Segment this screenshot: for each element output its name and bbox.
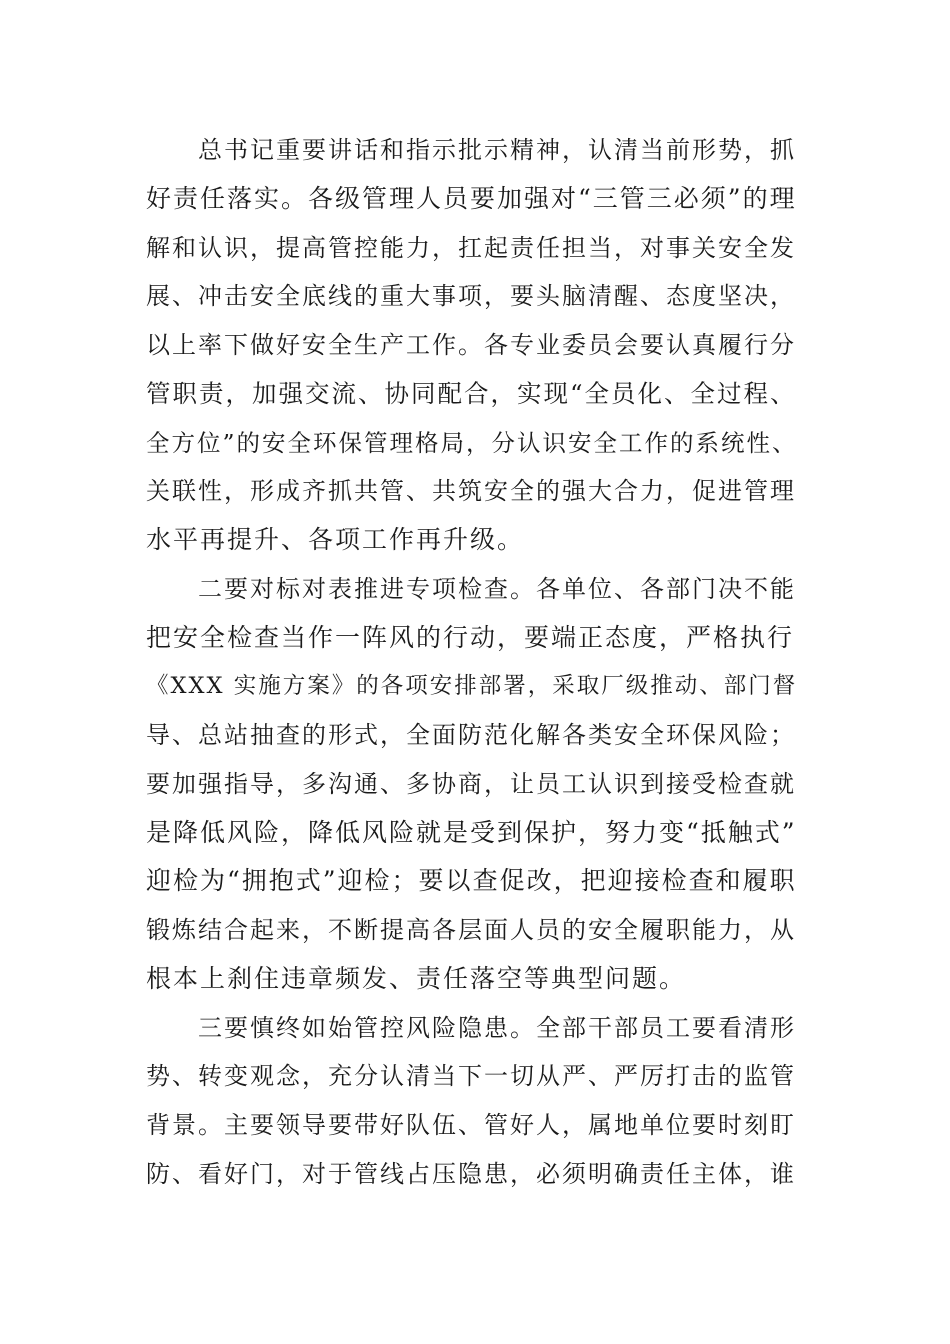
text-line: 根本上刹住违章频发、责任落空等典型问题。 [146,963,687,993]
text-line: 锻炼结合起来，不断提高各层面人员的安全履职能力，从 [146,916,796,944]
text-line: 导、总站抽查的形式，全面防范化解各类安全环保风险； [146,721,796,749]
text-line: 迎检为“拥抱式”迎检；要以查促改，把迎接检查和履职 [146,866,797,896]
text-line: 关联性，形成齐抓共管、共筑安全的强大合力，促进管理 [146,477,796,506]
text-line: 总书记重要讲话和指示批示精神，认清当前形势，抓 [198,136,796,164]
text-line: 《XXX 实施方案》的各项安排部署，采取厂级推动、部门督 [146,673,798,700]
text-line: 背景。主要领导要带好队伍、管好人，属地单位要时刻盯 [146,1111,796,1139]
document-body [146,126,806,1199]
text-line: 势、转变观念，充分认清当下一切从严、严厉打击的监管 [146,1062,796,1091]
text-line: 二要对标对表推进专项检查。各单位、各部门决不能 [198,574,796,603]
text-line: 防、看好门，对于管线占压隐患，必须明确责任主体，谁 [146,1159,796,1188]
text-line: 要加强指导，多沟通、多协商，让员工认识到接受检查就 [146,769,796,798]
text-line: 管职责，加强交流、协同配合，实现“全员化、全过程、 [146,378,797,408]
text-line: 水平再提升、各项工作再升级。 [146,525,525,554]
text-line: 好责任落实。各级管理人员要加强对“三管三必须”的理 [146,183,797,213]
text-line: 展、冲击安全底线的重大事项，要头脑清醒、态度坚决， [146,282,796,311]
text-line: 以上率下做好安全生产工作。各专业委员会要认真履行分 [146,331,796,359]
text-line: 把安全检查当作一阵风的行动，要端正态度，严格执行 [146,622,795,652]
text-line: 全方位”的安全环保管理格局，分认识安全工作的系统性、 [146,428,798,457]
text-line: 是降低风险，降低风险就是受到保护，努力变“抵触式” [146,817,797,847]
text-line: 解和认识，提高管控能力，扛起责任担当，对事关安全发 [146,233,796,262]
text-line: 三要慎终如始管控风险隐患。全部干部员工要看清形 [198,1013,796,1042]
